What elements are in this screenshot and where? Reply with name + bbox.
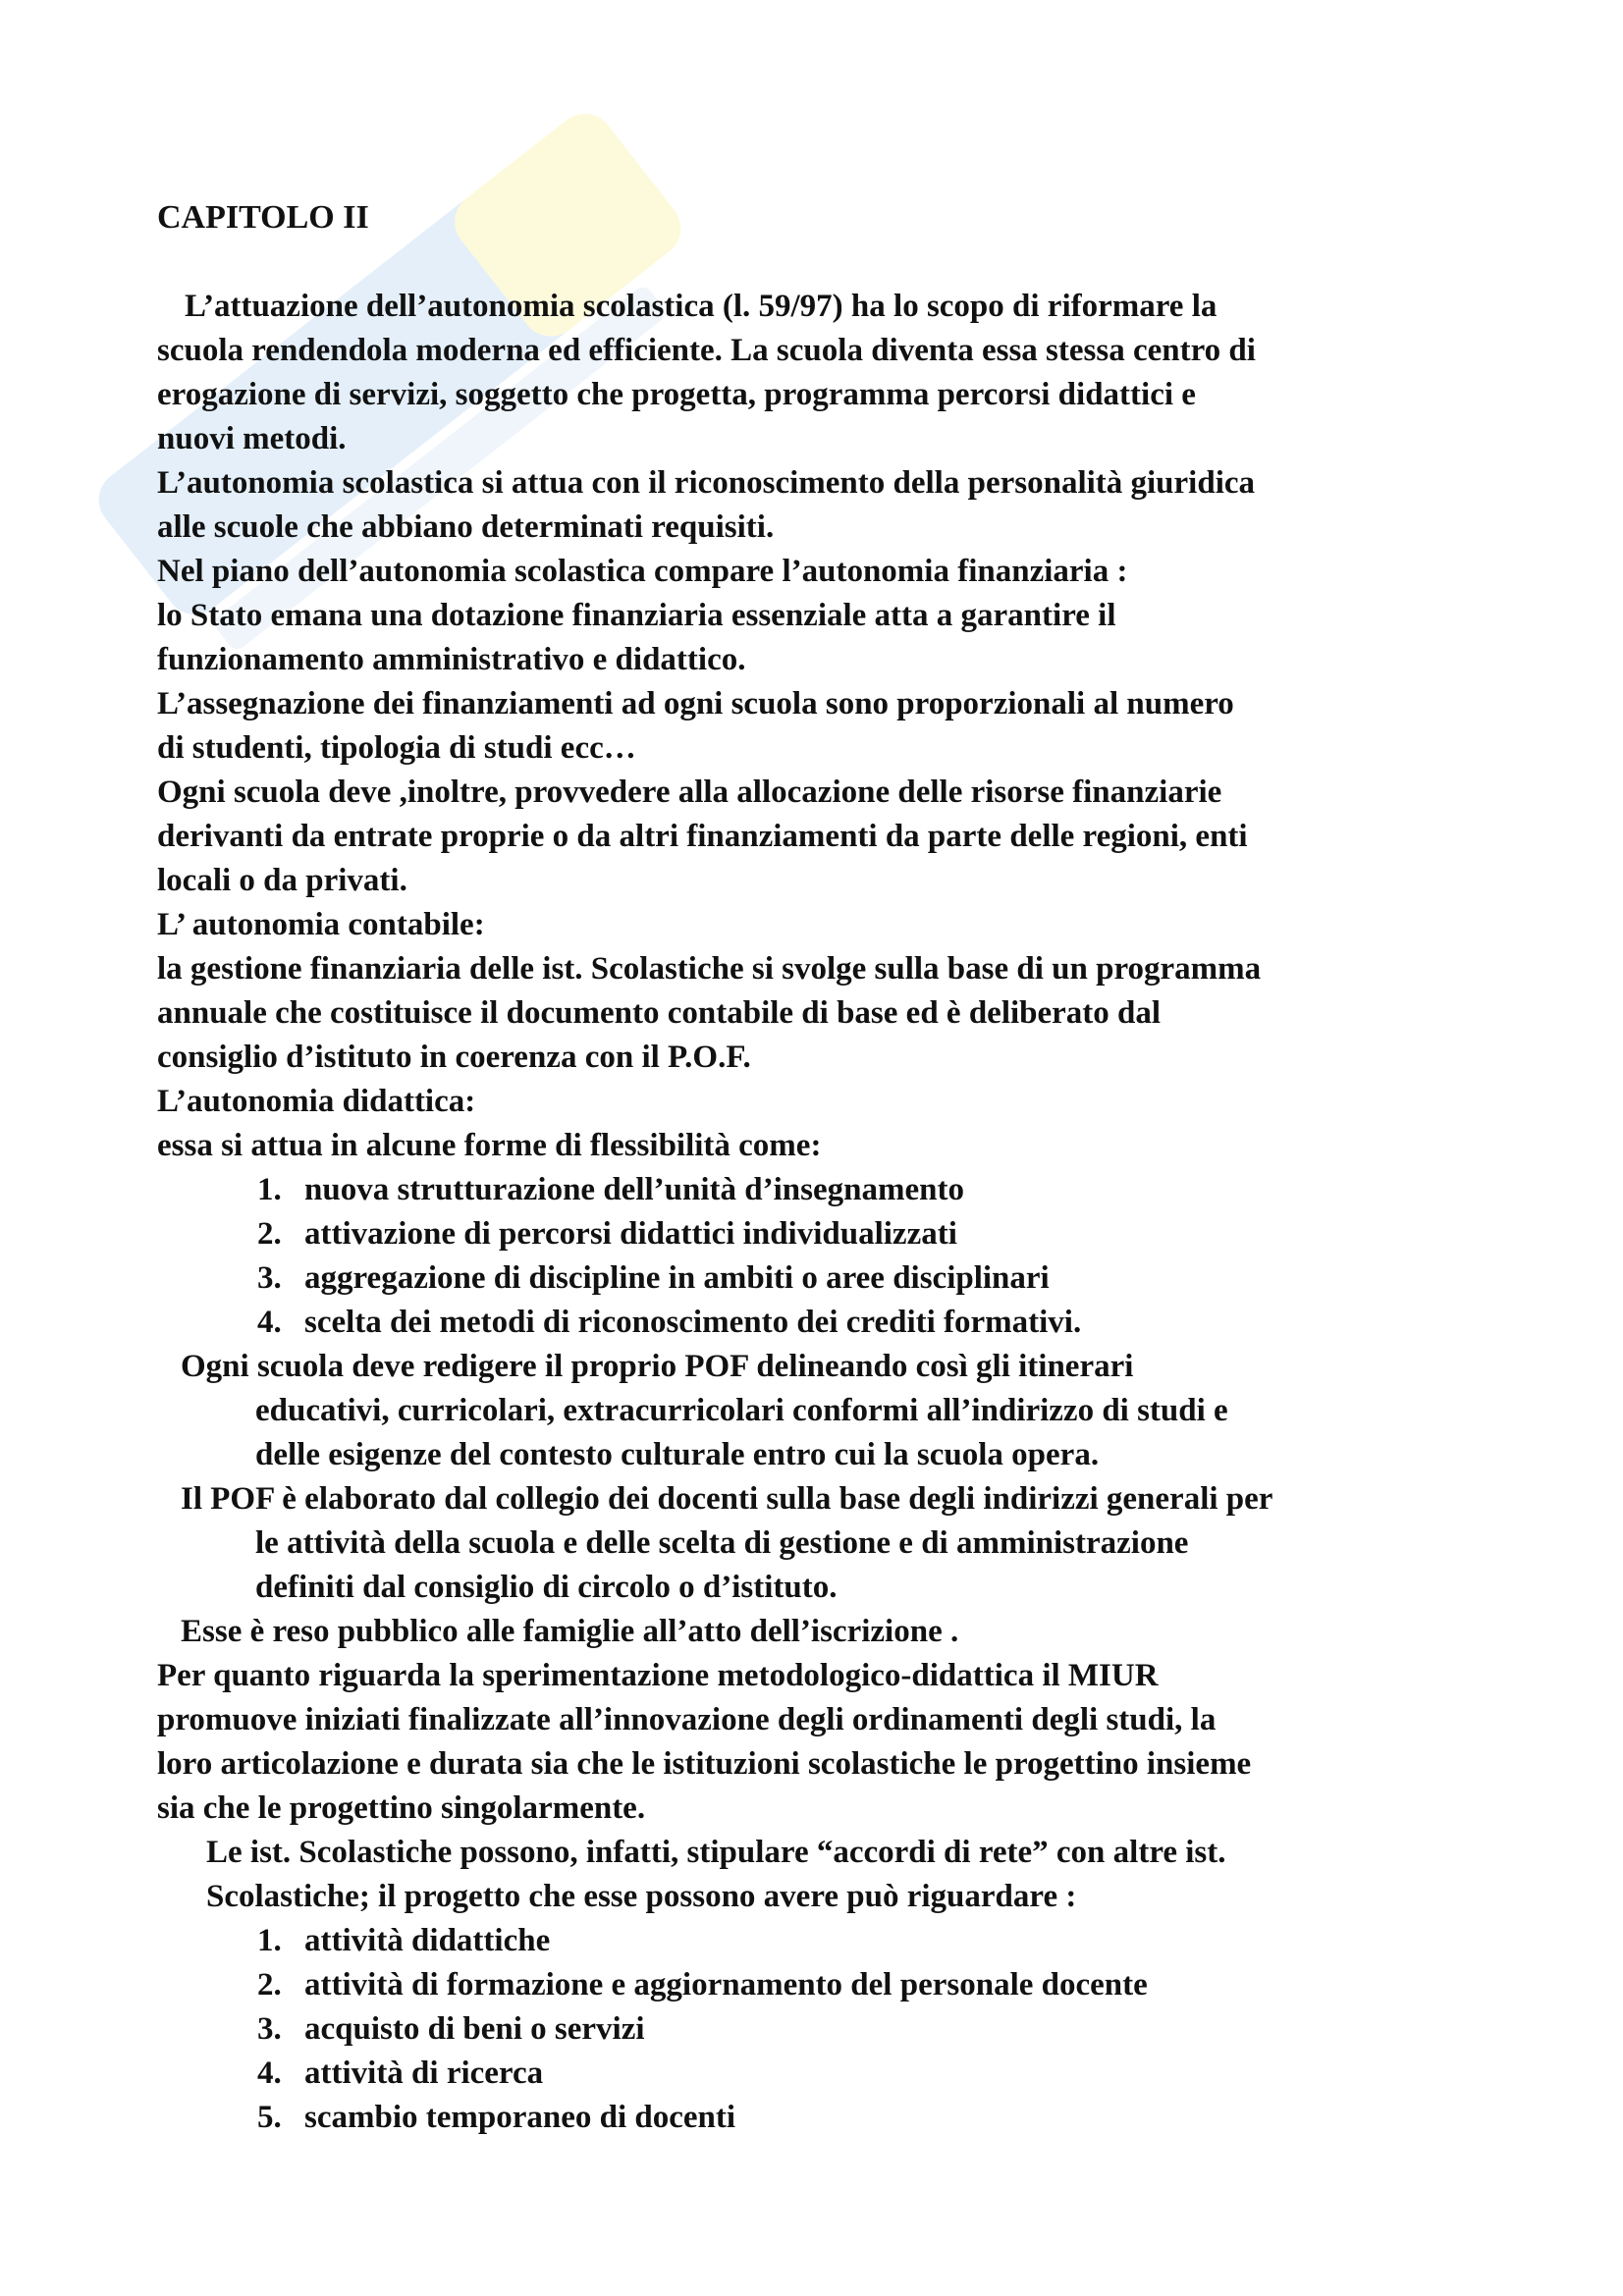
text-line: annuale che costituisce il documento contabile di base ed è deliberato dal (157, 995, 1162, 1031)
text-line: la gestione finanziaria delle ist. Scolastiche si svolge sulla base di un programma (157, 951, 1262, 987)
text-line: le attività della scuola e delle scelta di gestione e di amministrazione (255, 1525, 1189, 1561)
text-line: L’autonomia scolastica si attua con il riconoscimento della personalità giuridica (157, 465, 1256, 501)
text-line: scuola rendendola moderna ed efficiente. La scuola diventa essa stessa centro di (157, 333, 1256, 368)
text-line: locali o da privati. (157, 863, 407, 898)
text-line: sia che le progettino singolarmente. (157, 1790, 646, 1826)
section-heading: L’autonomia didattica: (157, 1084, 476, 1119)
list-item (257, 2009, 645, 2049)
text-line: Nel piano dell’autonomia scolastica compare l’autonomia finanziaria : (157, 554, 1128, 589)
list-item (257, 1170, 964, 1209)
text-line: promuove iniziati finalizzate all’innovazione degli ordinamenti degli studi, la (157, 1702, 1217, 1737)
text-line: di studenti, tipologia di studi ecc… (157, 730, 636, 766)
text-line: Per quanto riguarda la sperimentazione metodologico-didattica il MIUR (157, 1658, 1159, 1693)
list-number: 3. (257, 1260, 282, 1296)
list-number: 4. (257, 2056, 282, 2091)
list-text: aggregazione di discipline in ambiti o aree disciplinari (304, 1260, 1050, 1296)
text-line: loro articolazione e durata sia che le istituzioni scolastiche le progettino insieme (157, 1746, 1252, 1782)
text-line: educativi, curricolari, extracurricolari conformi all’indirizzo di studi e (255, 1393, 1228, 1428)
list-item (257, 1921, 551, 1960)
list-text: attività didattiche (304, 1923, 551, 1958)
list-text: nuova strutturazione dell’unità d’insegnamento (304, 1172, 964, 1207)
text-line: nuovi metodi. (157, 421, 347, 456)
text-line: Ogni scuola deve ,inoltre, provvedere alla allocazione delle risorse finanziarie (157, 774, 1222, 810)
section-heading: L’ autonomia contabile: (157, 907, 485, 942)
text-line: delle esigenze del contesto culturale entro cui la scuola opera. (255, 1437, 1100, 1472)
list-item (257, 1258, 1050, 1298)
text-line: definiti dal consiglio di circolo o d’istituto. (255, 1570, 838, 1605)
chapter-title: CAPITOLO II (157, 199, 369, 236)
list-number: 3. (257, 2011, 282, 2047)
list-text: scambio temporaneo di docenti (304, 2100, 736, 2135)
text-line: alle scuole che abbiano determinati requisiti. (157, 509, 775, 545)
list-text: attivazione di percorsi didattici individualizzati (304, 1216, 957, 1252)
list-item (257, 2098, 736, 2137)
text-line: Scolastiche; il progetto che esse possono avere può riguardare : (206, 1879, 1077, 1914)
text-line: lo Stato emana una dotazione finanziaria essenziale atta a garantire il (157, 598, 1116, 633)
list-number: 1. (257, 1172, 282, 1207)
list-item (257, 1214, 957, 1254)
list-text: scelta dei metodi di riconoscimento dei crediti formativi. (304, 1305, 1082, 1340)
list-item (257, 1965, 1148, 2004)
text-line: L’assegnazione dei finanziamenti ad ogni scuola sono proporzionali al numero (157, 686, 1234, 721)
list-number: 1. (257, 1923, 282, 1958)
text-line: Le ist. Scolastiche possono, infatti, stipulare “accordi di rete” con altre ist. (206, 1835, 1226, 1870)
list-text: acquisto di beni o servizi (304, 2011, 645, 2047)
text-line: Esse è reso pubblico alle famiglie all’atto dell’iscrizione . (181, 1614, 959, 1649)
list-item (257, 2054, 544, 2093)
list-text: attività di formazione e aggiornamento del personale docente (304, 1967, 1148, 2002)
list-number: 2. (257, 1216, 282, 1252)
text-line: derivanti da entrate proprie o da altri finanziamenti da parte delle regioni, enti (157, 819, 1248, 854)
list-number: 4. (257, 1305, 282, 1340)
text-line: funzionamento amministrativo e didattico. (157, 642, 746, 677)
list-text: attività di ricerca (304, 2056, 544, 2091)
text-line: Ogni scuola deve redigere il proprio POF delineando così gli itinerari (181, 1349, 1134, 1384)
text-line: essa si attua in alcune forme di flessibilità come: (157, 1128, 822, 1163)
text-line: consiglio d’istituto in coerenza con il P.O.F. (157, 1040, 751, 1075)
text-line: L’attuazione dell’autonomia scolastica (l. 59/97) ha lo scopo di riformare la (185, 289, 1217, 324)
text-line: Il POF è elaborato dal collegio dei docenti sulla base degli indirizzi generali per (181, 1481, 1273, 1517)
list-number: 2. (257, 1967, 282, 2002)
list-number: 5. (257, 2100, 282, 2135)
list-item (257, 1303, 1082, 1342)
text-line: erogazione di servizi, soggetto che progetta, programma percorsi didattici e (157, 377, 1196, 412)
